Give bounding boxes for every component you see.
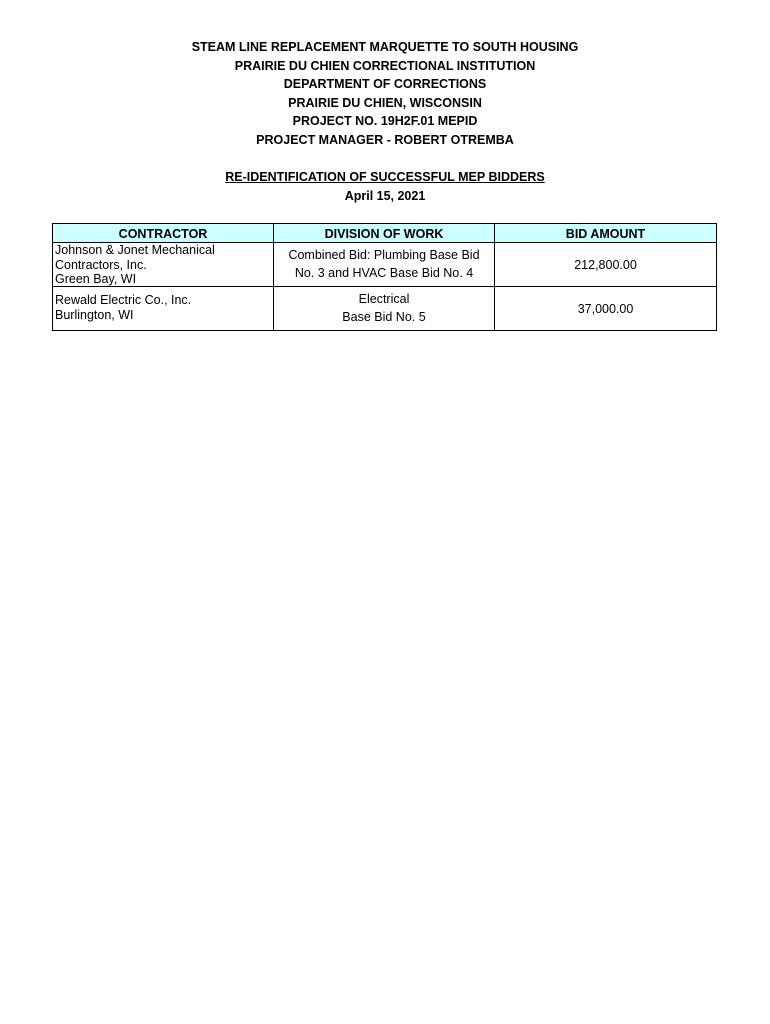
column-header-bid-amount: BID AMOUNT <box>495 224 717 243</box>
column-header-division: DIVISION OF WORK <box>274 224 495 243</box>
department-name: DEPARTMENT OF CORRECTIONS <box>283 77 487 92</box>
contractor-name: Johnson & Jonet Mechanical <box>55 243 215 257</box>
table-header-row <box>53 224 717 243</box>
project-title: STEAM LINE REPLACEMENT MARQUETTE TO SOUTH HOUSING <box>191 40 579 54</box>
project-manager: PROJECT MANAGER - ROBERT OTREMBA <box>256 132 514 147</box>
division-cell <box>274 243 495 287</box>
contractor-cell <box>53 287 274 331</box>
document-date: April 15, 2021 <box>344 189 426 203</box>
document-subheader <box>0 169 770 205</box>
division-line: Base Bid No. 5 <box>342 309 426 324</box>
bid-amount-cell: 212,800.00 <box>495 243 717 287</box>
section-title: RE-IDENTIFICATION OF SUCCESSFUL MEP BIDDERS <box>225 170 545 184</box>
table-row <box>53 287 717 331</box>
division-line: Combined Bid: Plumbing Base Bid <box>288 248 480 262</box>
institution-name: PRAIRIE DU CHIEN CORRECTIONAL INSTITUTION <box>234 58 536 73</box>
bidders-table <box>52 223 717 331</box>
table-row <box>53 243 717 287</box>
contractor-city: Green Bay, WI <box>55 272 137 286</box>
project-number: PROJECT NO. 19H2F.01 MEPID <box>292 114 478 129</box>
location: PRAIRIE DU CHIEN, WISCONSIN <box>288 95 482 110</box>
division-cell <box>274 287 495 331</box>
contractor-name-cont: Contractors, Inc. <box>55 257 147 272</box>
division-line: No. 3 and HVAC Base Bid No. 4 <box>294 265 474 280</box>
contractor-name: Rewald Electric Co., Inc. <box>55 293 192 307</box>
division-line: Electrical <box>358 292 410 306</box>
column-header-contractor: CONTRACTOR <box>53 224 274 243</box>
contractor-city: Burlington, WI <box>55 307 134 322</box>
contractor-cell <box>53 243 274 287</box>
document-header <box>0 38 770 150</box>
bid-amount-cell: 37,000.00 <box>495 287 717 331</box>
